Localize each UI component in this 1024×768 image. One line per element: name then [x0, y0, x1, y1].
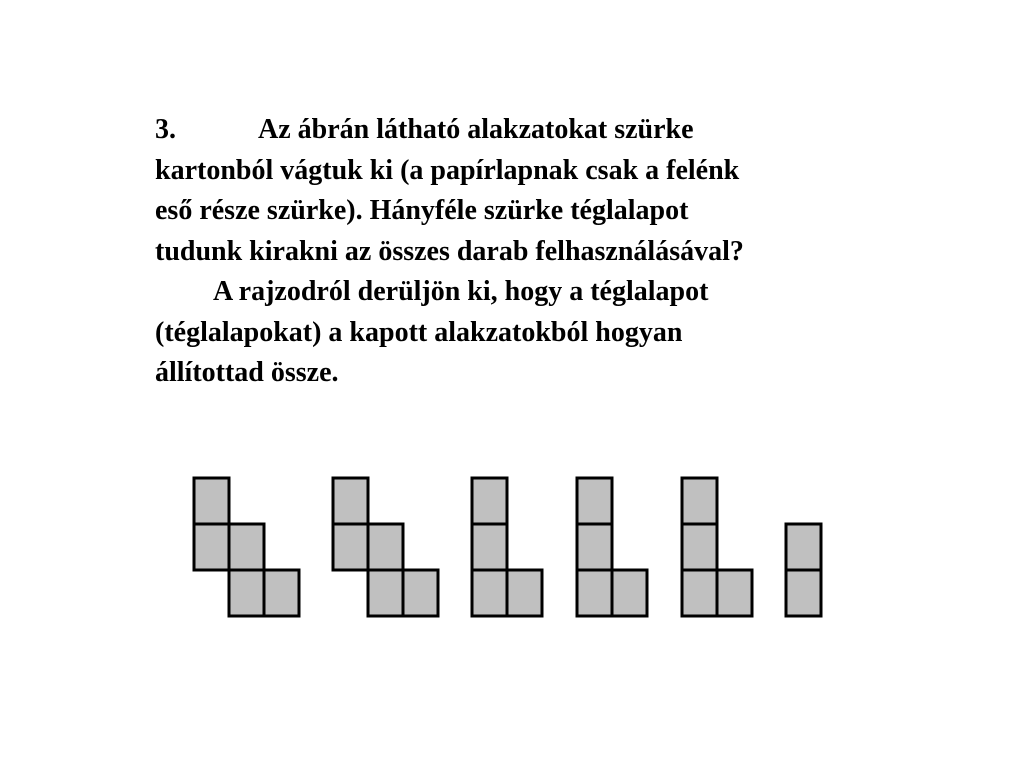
- l-tetromino-1-cell-1: [472, 478, 507, 524]
- problem-line-6: (téglalapokat) a kapott alakzatokból hogyan: [155, 316, 683, 348]
- l-tetromino-1-cell-4: [507, 570, 542, 616]
- l-tetromino-2-cell-4: [612, 570, 647, 616]
- s-pentomino-2-cell-5: [403, 570, 438, 616]
- l-tetromino-2: [577, 478, 647, 616]
- problem-line-2: kartonból vágtuk ki (a papírlapnak csak a felénk: [155, 154, 740, 186]
- l-tetromino-1-cell-2: [472, 524, 507, 570]
- s-pentomino-1-cell-1: [194, 478, 229, 524]
- l-tetromino-3-cell-2: [682, 524, 717, 570]
- problem-line-3: eső része szürke). Hányféle szürke téglalapot: [155, 195, 689, 226]
- s-pentomino-2: [333, 478, 438, 616]
- l-tetromino-2-cell-1: [577, 478, 612, 524]
- s-pentomino-1-cell-3: [229, 524, 264, 570]
- s-pentomino-1-cell-4: [229, 570, 264, 616]
- l-tetromino-3-cell-1: [682, 478, 717, 524]
- s-pentomino-1: [194, 478, 299, 616]
- l-tetromino-1-cell-3: [472, 570, 507, 616]
- problem-line-5: A rajzodról derüljön ki, hogy a téglalapot: [213, 276, 709, 307]
- s-pentomino-2-cell-1: [333, 478, 368, 524]
- s-pentomino-2-cell-4: [368, 570, 403, 616]
- l-tetromino-2-cell-2: [577, 524, 612, 570]
- l-tetromino-1: [472, 478, 542, 616]
- s-pentomino-1-cell-2: [194, 524, 229, 570]
- l-tetromino-2-cell-3: [577, 570, 612, 616]
- problem-line-1: 3. Az ábrán látható alakzatokat szürke: [155, 110, 895, 151]
- l-tetromino-3-cell-3: [682, 570, 717, 616]
- problem-number: 3.: [155, 114, 176, 145]
- domino-cell-1: [786, 524, 821, 570]
- s-pentomino-2-cell-2: [333, 524, 368, 570]
- domino-cell-2: [786, 570, 821, 616]
- s-pentomino-1-cell-5: [264, 570, 299, 616]
- problem-line-4: tudunk kirakni az összes darab felhasználásával?: [155, 235, 744, 267]
- problem-line-7: állítottad össze.: [155, 357, 339, 388]
- l-tetromino-3-cell-4: [717, 570, 752, 616]
- domino: [786, 524, 821, 616]
- l-tetromino-3: [682, 478, 752, 616]
- s-pentomino-2-cell-3: [368, 524, 403, 570]
